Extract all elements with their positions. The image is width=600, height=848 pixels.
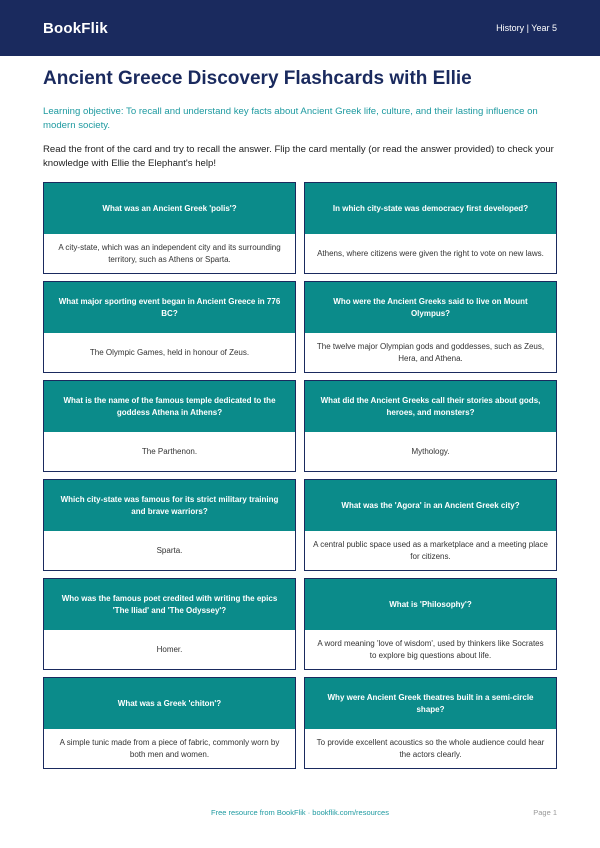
card-question: What major sporting event began in Ancient Greece in 776 BC? (44, 282, 295, 333)
card-question: What is 'Philosophy'? (305, 579, 556, 630)
flashcard (43, 281, 296, 373)
card-question: Which city-state was famous for its strict military training and brave warriors? (44, 480, 295, 531)
learning-objective: Learning objective: To recall and understand key facts about Ancient Greek life, culture, and their lasting influence on modern society. (43, 105, 538, 131)
top-banner (0, 0, 600, 56)
page-footer (43, 808, 557, 820)
card-answer: To provide excellent acoustics so the whole audience could hear the actors clearly. (316, 738, 545, 759)
card-answer: Mythology. (411, 446, 450, 456)
flashcard (304, 281, 557, 373)
card-answer: The Parthenon. (141, 446, 198, 456)
card-question: Who were the Ancient Greeks said to live on Mount Olympus? (305, 282, 556, 333)
card-question: In which city-state was democracy first developed? (305, 183, 556, 234)
card-answer: A simple tunic made from a piece of fabric, commonly worn by both men and women. (59, 738, 280, 759)
page-number: Page 1 (533, 808, 557, 817)
card-answer: Sparta. (156, 545, 183, 555)
card-question: Why were Ancient Greek theatres built in a semi-circle shape? (305, 678, 556, 729)
flashcard (304, 479, 557, 571)
card-answer: A word meaning 'love of wisdom', used by thinkers like Socrates to explore big questions about life. (317, 639, 544, 660)
flashcard (43, 380, 296, 472)
card-answer: The twelve major Olympian gods and goddesses, such as Zeus, Hera, and Athena. (316, 342, 545, 363)
card-question: What did the Ancient Greeks call their stories about gods, heroes, and monsters? (305, 381, 556, 432)
flashcard (304, 380, 557, 472)
brand-logo[interactable]: BookFlik (43, 19, 108, 37)
flashcard (43, 578, 296, 670)
page-content (0, 68, 600, 170)
flashcard (43, 479, 296, 571)
card-answer: Athens, where citizens were given the right to vote on new laws. (317, 248, 544, 258)
card-question: What was a Greek 'chiton'? (44, 678, 295, 729)
instructions: Read the front of the card and try to recall the answer. Flip the card mentally (or read the answer provided) to check your knowledge with Ellie the Elephant's help! (43, 143, 554, 169)
flashcard (304, 182, 557, 274)
flashcard (304, 677, 557, 769)
footer-link[interactable]: Free resource from BookFlik · bookflik.com/resources (211, 808, 389, 817)
flashcard (43, 182, 296, 274)
flashcard (304, 578, 557, 670)
subject-meta: History | Year 5 (496, 23, 557, 33)
flashcard-grid (43, 182, 557, 769)
card-answer: A central public space used as a marketplace and a meeting place for citizens. (313, 540, 548, 561)
card-answer: Homer. (156, 644, 183, 654)
page-title: Ancient Greece Discovery Flashcards with Ellie (43, 68, 472, 89)
card-question: Who was the famous poet credited with writing the epics 'The Iliad' and 'The Odyssey'? (44, 579, 295, 630)
card-answer: The Olympic Games, held in honour of Zeus. (89, 347, 250, 357)
card-question: What was the 'Agora' in an Ancient Greek city? (305, 480, 556, 531)
card-question: What is the name of the famous temple dedicated to the goddess Athena in Athens? (44, 381, 295, 432)
flashcard (43, 677, 296, 769)
card-question: What was an Ancient Greek 'polis'? (44, 183, 295, 234)
card-answer: A city-state, which was an independent city and its surrounding territory, such as Athens or Sparta. (58, 243, 281, 264)
